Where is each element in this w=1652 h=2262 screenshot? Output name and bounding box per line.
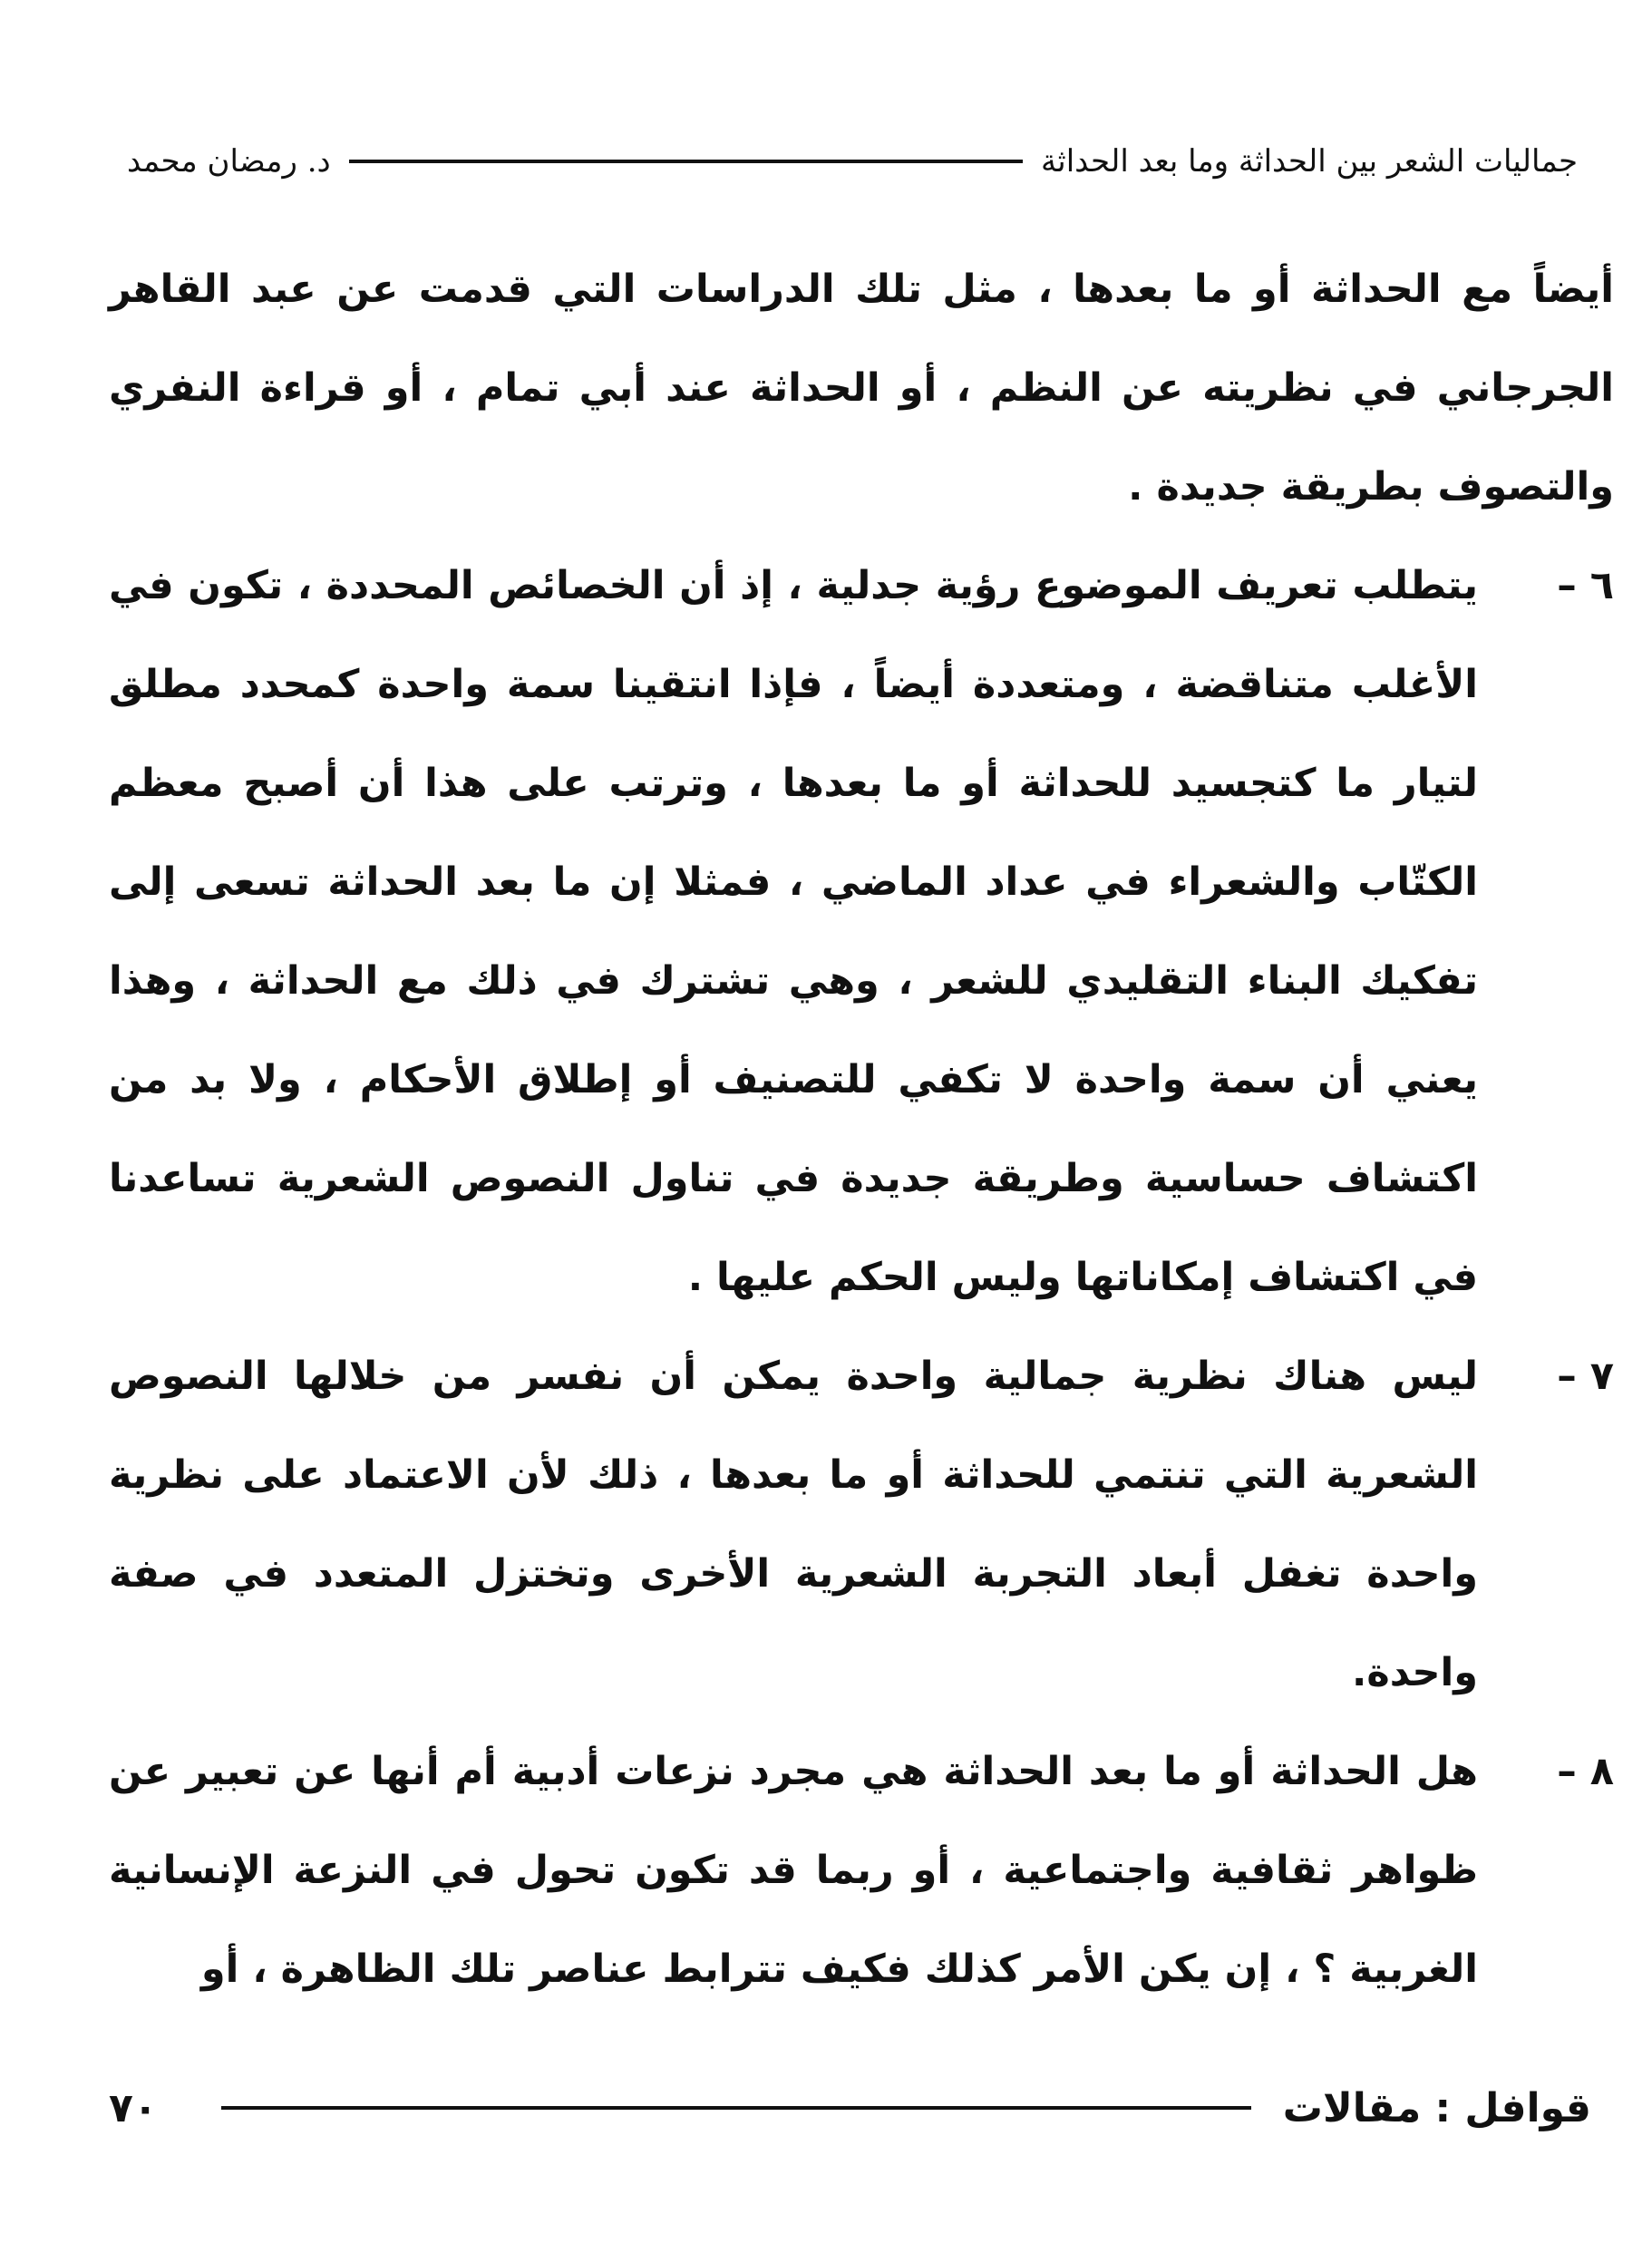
- item-number: ٦ –: [1557, 563, 1614, 608]
- page-footer: [109, 2076, 1591, 2140]
- running-head-rule: [349, 160, 1023, 163]
- footer-rule: [221, 2106, 1251, 2110]
- footer-series: قوافل : مقالات: [1282, 2084, 1591, 2131]
- item-text: ليس هناك نظرية جمالية واحدة يمكن أن نفسر من خلالها النصوص الشعرية التي تنتمي للحداثة أو ما بعدها ، ذلك لأن الاعتماد على نظرية واحدة تغفل أبعاد التجربة الشعرية الأخرى وتختزل المتعدد في صفة واحدة.: [109, 1354, 1478, 1695]
- running-head-author: د. رمضان محمد: [127, 143, 331, 180]
- item-text: هل الحداثة أو ما بعد الحداثة هي مجرد نزعات أدبية أم أنها عن تعبير عن ظواهر ثقافية واجتماعية ، أو ربما قد تكون تحول في النزعة الإنسانية الغربية ؟ ، إن يكن الأمر كذلك فكيف تترابط عناصر تلك الظاهرة ، أو: [109, 1749, 1478, 1992]
- running-head: [127, 134, 1578, 189]
- list-item: [109, 537, 1614, 1327]
- page-number: ٧٠: [109, 2084, 158, 2131]
- list-item: [109, 1723, 1614, 2019]
- item-number: ٧ –: [1557, 1354, 1614, 1399]
- list-item: [109, 1327, 1614, 1723]
- continuation-paragraph: أيضاً مع الحداثة أو ما بعدها ، مثل تلك الدراسات التي قدمت عن عبد القاهر الجرجاني في نظريته عن النظم ، أو الحداثة عند أبي تمام ، أو قراءة النفري والتصوف بطريقة جديدة .: [109, 267, 1614, 510]
- item-number: ٨ –: [1557, 1749, 1614, 1794]
- running-head-title: جماليات الشعر بين الحداثة وما بعد الحداثة: [1041, 143, 1578, 180]
- item-text: يتطلب تعريف الموضوع رؤية جدلية ، إذ أن الخصائص المحددة ، تكون في الأغلب متناقضة ، ومتعددة أيضاً ، فإذا انتقينا سمة واحدة كمحدد مطلق لتيار ما كتجسيد للحداثة أو ما بعدها ، وترتب على هذا أن أصبح معظم الكتّاب والشعراء في عداد الماضي ، فمثلا إن ما بعد الحداثة تسعى إلى تفكيك البناء التقليدي للشعر ، وهي تشترك في ذلك مع الحداثة ، وهذا يعني أن سمة واحدة لا تكفي للتصنيف أو إطلاق الأحكام ، ولا بد من اكتشاف حساسية وطريقة جديدة في تناول النصوص الشعرية تساعدنا في اكتشاف إمكاناتها وليس الحكم عليها .: [109, 563, 1478, 1300]
- body-text: [109, 240, 1614, 2019]
